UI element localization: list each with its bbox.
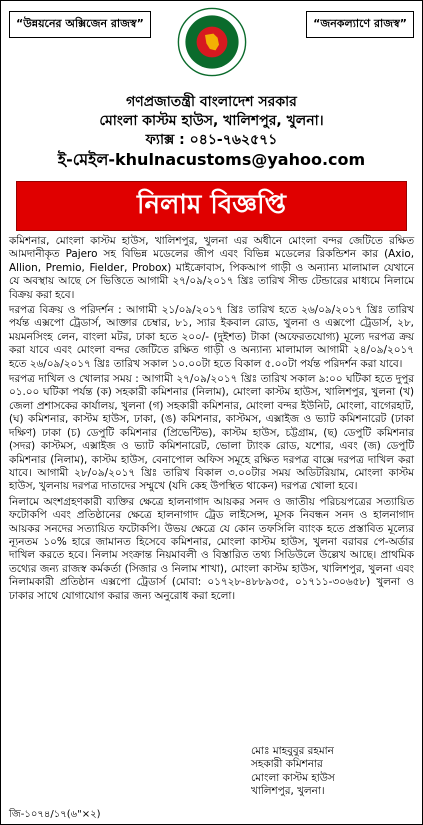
- reference-number: জি-১০৭৪/১৭(৬"×২): [9, 809, 101, 820]
- paragraph-requirements: নিলামে অংশগ্রহণকারী ব্যক্তির ক্ষেত্রে হালনাগাদ আয়কর সনদ ও জাতীয় পরিচয়পত্রের সত্যায়িত ফটোকপি এবং প্রতিষ্ঠানের ক্ষেত্রে হালনাগাদ ট্রেড লাইসেন্স, মূসক নিবন্ধন সনদ ও হালনাগাদ আয়কর সনদের সত্যায়িত ফটোকপি। উভয় ক্ষেত্রে যে কোন তফসিলি ব্যাংক হতে প্রস্তাবিত মূল্যের ন্যূনতম ১০% হারে জামানত হিসেবে কমিশনার, মোংলা কাস্টম হাউস, খুলনা বরাবর পে-অর্ডার দাখিল করতে হবে। নিলাম সংক্রান্ত নিয়মাবলী ও বিস্তারিত তথ্য সিডিউলে উল্লেখ আছে। প্রাথমিক তথ্যের জন্য রাজস্ব কর্মকর্তা (সিজার ও নিলাম শাখা), মোংলা কাস্টম হাউস, খালিশপুর, খুলনা এবং নিলামকারী প্রতিষ্ঠান এক্সপো ট্রেডার্স (মোবা: ০১৭২৮-৪৮৮৯৩৫, ০১৭১১-৩০৬৫৮) খুলনা ও ঢাকার সাথে যোগাযোগ করার জন্য অনুরোধ করা হলো।: [9, 495, 414, 602]
- header-top-row: [1, 1, 422, 93]
- slogan-left: “উন্নয়নের অক্সিজেন রাজস্ব”: [9, 11, 151, 38]
- paragraph-submission-opening: দরপত্র দাখিল ও খোলার সময় : আগামী ২৭/০৯/২০১৭ খ্রিঃ তারিখ সকাল ৯:০০ ঘটিকা হতে দুপুর ০১.০০ ঘটিকা পর্যন্ত (ক) সহকারী কমিশনার (নিলাম), মোংলা কাস্টম হাউস, খালিশপুর, খুলনা (খ) জেলা প্রশাসকের কার্যালয়, খুলনা (গ) সহকারী কমিশনার, মোংলা বন্দর ইউনিট, মোংলা, বাগেরহাট, (ঘ) কমিশনার, কাস্টম হাউস, ঢাকা, (ঙ) কমিশনার, কাস্টমস, এক্সাইজ ও ভ্যাট কমিশনারেট (ঢাকা দক্ষিণ) ঢাকা (চ) ডেপুটি কমিশনার (প্রিভেন্টিভ), কাস্টম হাউস, চট্টগ্রাম, (ছ) ডেপুটি কমিশনার (সদর) কাস্টমস, এক্সাইজ ও ভ্যাট কমিশনারেট, ভোলা ট্যাংক রোড, যশোর, এবং (জ) ডেপুটি কমিশনার (নিলাম), কাস্টম হাউস, বেনাপোল অফিস সমূহে রক্ষিত দরপত্র বাক্সে দরপত্র দাখিল করা যাবে। আগামী ২৮/০৯/২০১৭ খ্রিঃ তারিখ বিকাল ৩.০০টার সময় অডিটরিয়াম, মোংলা কাস্টম হাউস, খুলনায় দরপত্র দাতাদের সম্মুখে (যদি কেহ উপস্থিত থাকেন) দরপত্র খোলা হবে।: [9, 373, 414, 493]
- signatory-name: মোঃ মাহবুবুর রহমান: [251, 745, 334, 757]
- signatory-office: মোংলা কাস্টম হাউস: [251, 771, 335, 784]
- email-line: ই-মেইল-khulnacustoms@yahoo.com: [57, 150, 366, 169]
- paragraph-auction-overview: কমিশনার, মোংলা কাস্টম হাউস, খালিশপুর, খুলনা এর অধীনে মোংলা বন্দর জেটিতে রক্ষিত আমদানীকৃত Pajero সহ বিভিন্ন মডেলের জীপ এবং বিভিন্ন মডেলের রিকন্ডিশন কার (Axio, Allion, Premio, Fielder, Probox) মাইক্রোবাস, পিকআপ গাড়ী ও অন্যান্য মালামাল যেখানে যে অবস্থায় আছে সে ভিত্তিতে আগামী ২৭/০৯/২০১৭ খ্রিঃ তারিখ সীল্ড টেন্ডারের মাধ্যমে নিলামে বিক্রয় করা হবে।: [9, 235, 414, 301]
- slogan-right: “জনকল্যাণে রাজস্ব”: [306, 11, 414, 38]
- signatory-designation: সহকারী কমিশনার: [251, 758, 323, 771]
- office-header: [1, 93, 422, 170]
- office-name: মোংলা কাস্টম হাউস, খালিশপুর, খুলনা।: [99, 113, 324, 129]
- govt-name: গণপ্রজাতন্ত্রী বাংলাদেশ সরকার: [126, 94, 297, 110]
- paragraph-sale-inspection: দরপত্র বিক্রয় ও পরিদর্শন : আগামী ২১/০৯/২০১৭ খ্রিঃ তারিখ হতে ২৬/০৯/২০১৭ খ্রিঃ তারিখ পর্যন্ত এক্সপো ট্রেডার্স, আক্তার চেম্বার, ৮১, স্যার ইকবাল রোড, খুলনা ও এক্সপো ট্রেডার্স, ২৮, ময়মনসিংহ লেন, বাংলা মটর, ঢাকা হতে ২০০/- (দুইশত) টাকা (অফেরতযোগ্য) মূল্যে দরপত্র ক্রয় করা যাবে এবং মোংলা বন্দর জেটিতে রক্ষিত গাড়ী ও অন্যান্য মালামাল আগামী ২৪/০৯/২০১৭ হতে ২৬/০৯/২০১৭ খ্রিঃ তারিখ সকাল ১০.০০টা হতে বিকাল ৫.০০টা পর্যন্ত পরিদর্শন করা যাবে।: [9, 304, 414, 370]
- signatory-place: খালিশপুর, খুলনা।: [251, 785, 325, 798]
- notice-title: নিলাম বিজ্ঞপ্তি: [137, 190, 286, 220]
- notice-banner: [16, 181, 407, 231]
- signature-block: [251, 745, 335, 799]
- government-emblem-icon: [177, 7, 247, 77]
- notice-body: [9, 235, 414, 605]
- fax-line: ফ্যাক্স : ০৪১-৭৬২৫৭১: [145, 132, 278, 148]
